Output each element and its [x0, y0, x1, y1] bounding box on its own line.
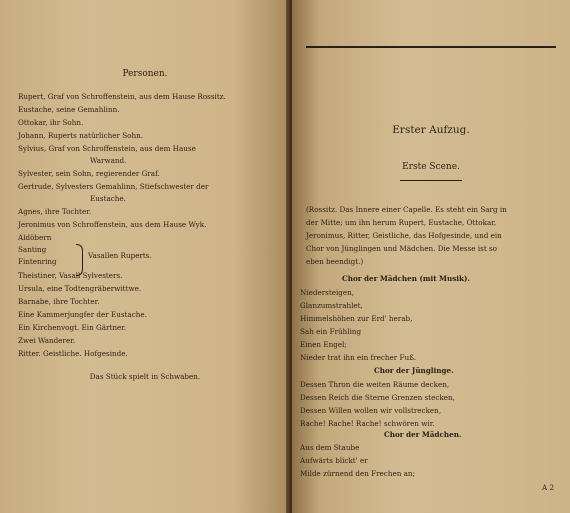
cast-line: Ein Kirchenvogt. Ein Gärtner. — [18, 323, 127, 332]
header-rule — [306, 46, 556, 48]
scene-title: Erste Scene. — [402, 162, 460, 172]
speaker-heading: Chor der Jünglinge. — [374, 366, 454, 375]
verse-line: Nieder trat ihn ein frecher Fuß. — [300, 353, 417, 362]
cast-line: Sylvester, sein Sohn, regierender Graf. — [18, 169, 160, 178]
stage-direction-line: eben beendigt.) — [306, 257, 364, 266]
stage-direction-line: Jeronimus, Ritter, Geistliche, das Hofgesinde, und ein — [306, 231, 502, 240]
stage-direction-line: (Rossitz. Das Innere einer Capelle. Es steht ein Sarg in — [306, 205, 507, 214]
cast-line: Theistiner, Vasall Sylvesters. — [18, 271, 123, 280]
verse-line: Himmelshöhen zur Erd' herab, — [300, 314, 413, 323]
cast-line: Eustache. — [90, 194, 126, 203]
stage-direction-line: Chor von Jünglingen und Mädchen. Die Messe ist so — [306, 244, 498, 253]
cast-line: Barnabe, ihre Tochter. — [18, 297, 100, 306]
cast-line: Vasallen Ruperts. — [88, 251, 152, 260]
page-heading: Personen. — [122, 69, 168, 79]
cast-line: Jeronimus von Schroffenstein, aus dem Hause Wyk. — [18, 220, 207, 229]
verse-line: Rache! Rache! Rache! schwören wir. — [300, 419, 435, 428]
cast-line: Ottokar, ihr Sohn. — [18, 118, 84, 127]
cast-line: Sylvius, Graf von Schroffenstein, aus dem Hause — [18, 144, 196, 153]
scene-rule — [400, 180, 462, 181]
cast-line: Eine Kammerjungfer der Eustache. — [18, 310, 147, 319]
cast-line: Aldöbern — [18, 233, 52, 242]
cast-line: Ursula, eine Todtengräberwittwe. — [18, 284, 142, 293]
cast-line: Agnes, ihre Tochter. — [18, 207, 92, 216]
cast-line: Gertrude, Sylvesters Gemahlinn, Stiefschwester der — [18, 182, 209, 191]
cast-line: Ritter. Geistliche. Hofgesinde. — [18, 349, 128, 358]
cast-line: Fintenring — [18, 257, 57, 266]
signature-mark: A 2 — [542, 483, 555, 492]
act-title: Erster Aufzug. — [392, 124, 470, 136]
verse-line: Niedersteigen, — [300, 288, 355, 297]
verse-line: Aus dem Staube — [300, 443, 360, 452]
cast-line: Rupert, Graf von Schroffenstein, aus dem Hause Rossitz. — [18, 92, 226, 101]
setting-line: Das Stück spielt in Schwaben. — [89, 372, 201, 381]
verse-line: Dessen Thron die weiten Räume decken, — [300, 380, 450, 389]
speaker-heading: Chor der Mädchen. — [384, 430, 462, 439]
verse-line: Dessen Reich die Sterne Grenzen stecken, — [300, 393, 455, 402]
verse-line: Einen Engel; — [300, 340, 347, 349]
verse-line: Dessen Willen wollen wir vollstrecken, — [300, 406, 442, 415]
cast-line: Zwei Wanderer. — [18, 336, 76, 345]
cast-line: Johann, Ruperts natürlicher Sohn. — [18, 131, 144, 140]
cast-line: Santing — [18, 245, 47, 254]
speaker-heading: Chor der Mädchen (mit Musik). — [342, 274, 470, 283]
verse-line: Aufwärts blickt' er — [300, 456, 368, 465]
right-page — [292, 0, 570, 513]
stage-direction-line: der Mitte; um ihn herum Rupert, Eustache, Ottokar, — [306, 218, 497, 227]
cast-line: Eustache, seine Gemahlinn. — [18, 105, 120, 114]
verse-line: Sah ein Frühling — [300, 327, 362, 336]
verse-line: Milde zürnend den Frechen an; — [300, 469, 415, 478]
verse-line: Glanzumstrahlet, — [300, 301, 363, 310]
cast-line: Warwand. — [90, 156, 127, 165]
